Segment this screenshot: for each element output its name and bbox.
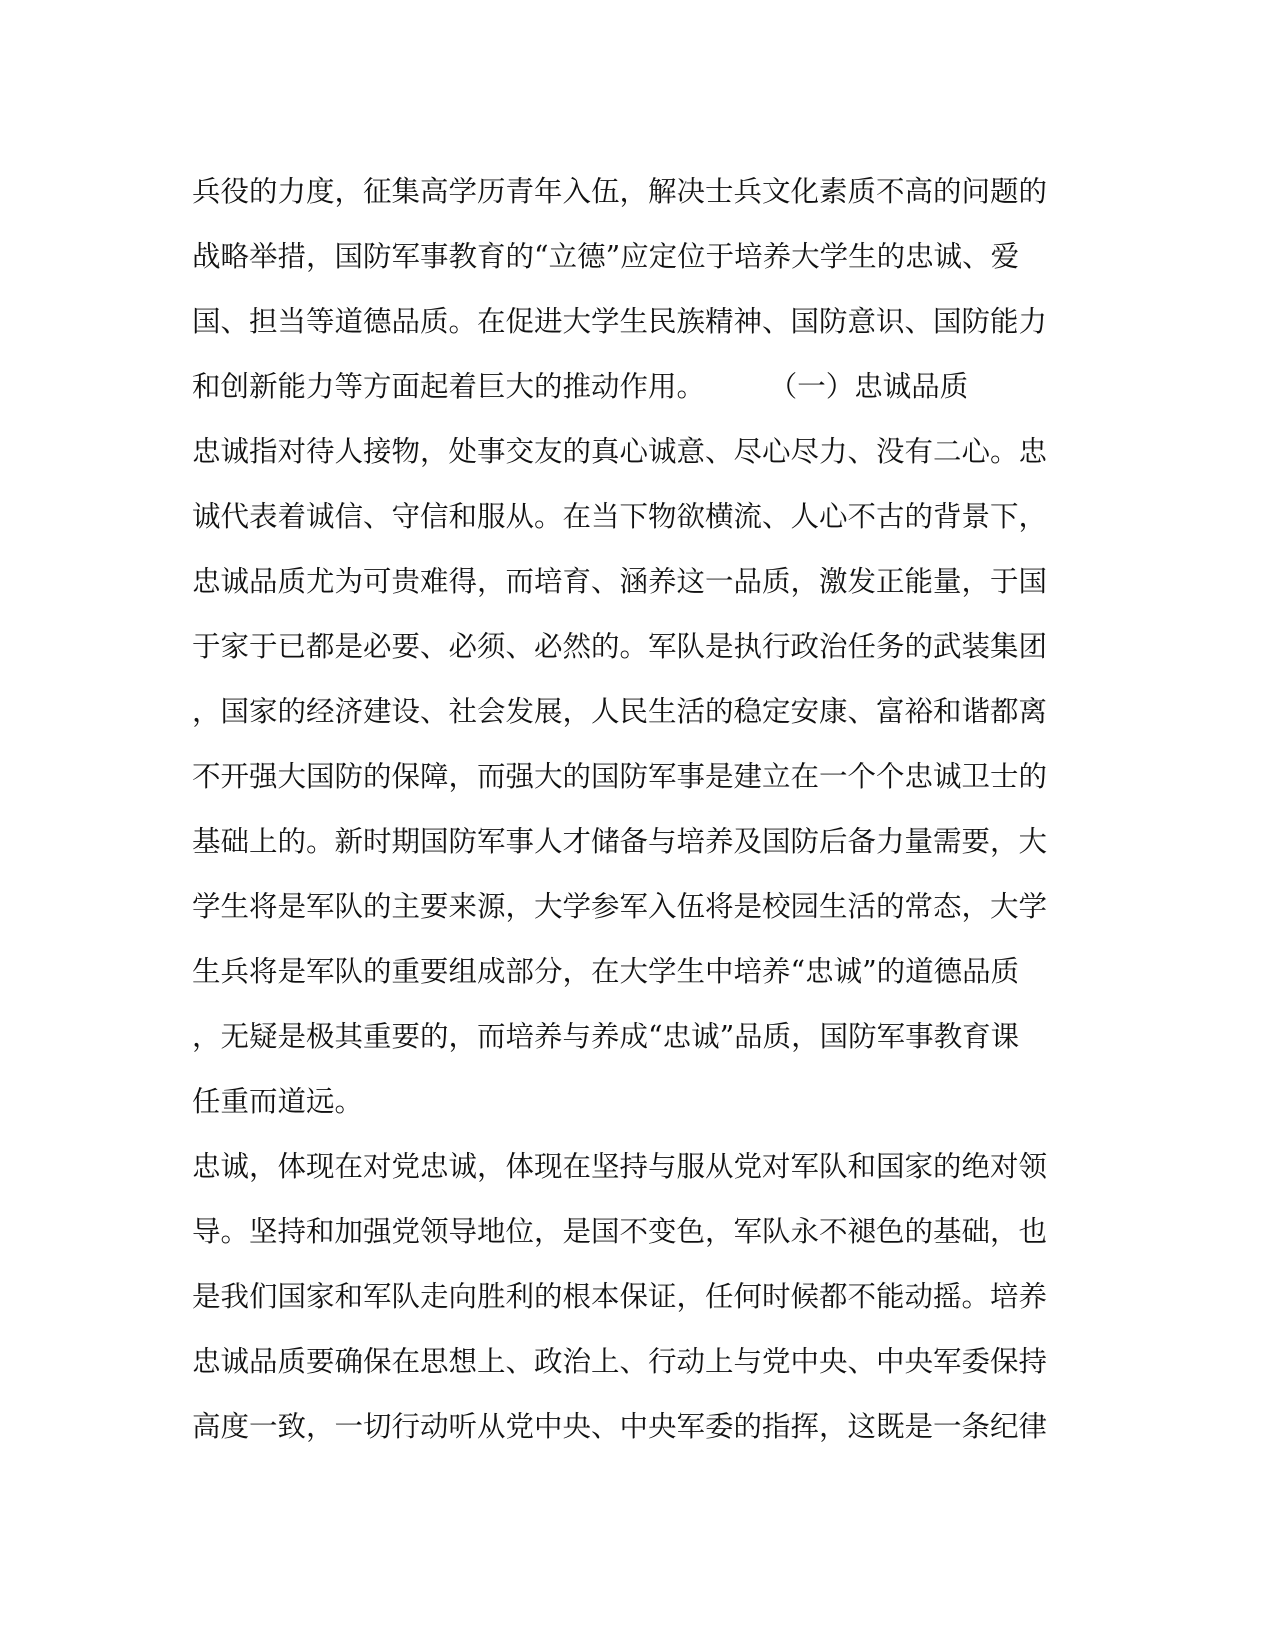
text-line: 生兵将是军队的重要组成部分，在大学生中培养“忠诚”的道德品质 [192, 955, 1020, 988]
text-line: 不开强大国防的保障，而强大的国防军事是建立在一个个忠诚卫士的 [192, 760, 1048, 793]
body-text [192, 159, 1072, 1459]
text-line: 学生将是军队的主要来源，大学参军入伍将是校园生活的常态，大学 [192, 890, 1048, 923]
text-line-with-heading [192, 354, 1072, 419]
text-line: 和创新能力等方面起着巨大的推动作用。 [192, 370, 706, 403]
text-line: 于家于已都是必要、必须、必然的。军队是执行政治任务的武装集团 [192, 630, 1048, 663]
text-line: 任重而道远。 [192, 1085, 364, 1118]
text-line: 导。坚持和加强党领导地位，是国不变色，军队永不褪色的基础，也 [192, 1215, 1048, 1248]
text-line: 忠诚品质要确保在思想上、政治上、行动上与党中央、中央军委保持 [192, 1345, 1048, 1378]
text-line: 战略举措，国防军事教育的“立德”应定位于培养大学生的忠诚、爱 [192, 240, 1020, 273]
text-line: 高度一致，一切行动听从党中央、中央军委的指挥，这既是一条纪律 [192, 1410, 1048, 1443]
text-line: 诚代表着诚信、守信和服从。在当下物欲横流、人心不古的背景下， [192, 500, 1048, 533]
text-line: ，无疑是极其重要的，而培养与养成“忠诚”品质，国防军事教育课 [192, 1020, 1020, 1053]
text-line: 国、担当等道德品质。在促进大学生民族精神、国防意识、国防能力 [192, 305, 1048, 338]
text-line: 是我们国家和军队走向胜利的根本保证，任何时候都不能动摇。培养 [192, 1280, 1048, 1313]
text-line: 忠诚指对待人接物，处事交友的真心诚意、尽心尽力、没有二心。忠 [192, 435, 1048, 468]
section-heading: （一）忠诚品质 [783, 370, 969, 403]
text-line: 基础上的。新时期国防军事人才储备与培养及国防后备力量需要，大 [192, 825, 1048, 858]
text-line: ，国家的经济建设、社会发展，人民生活的稳定安康、富裕和谐都离 [192, 695, 1048, 728]
text-line: 兵役的力度，征集高学历青年入伍，解决士兵文化素质不高的问题的 [192, 175, 1048, 208]
text-line: 忠诚，体现在对党忠诚，体现在坚持与服从党对军队和国家的绝对领 [192, 1150, 1048, 1183]
text-line: 忠诚品质尤为可贵难得，而培育、涵养这一品质，激发正能量，于国 [192, 565, 1048, 598]
